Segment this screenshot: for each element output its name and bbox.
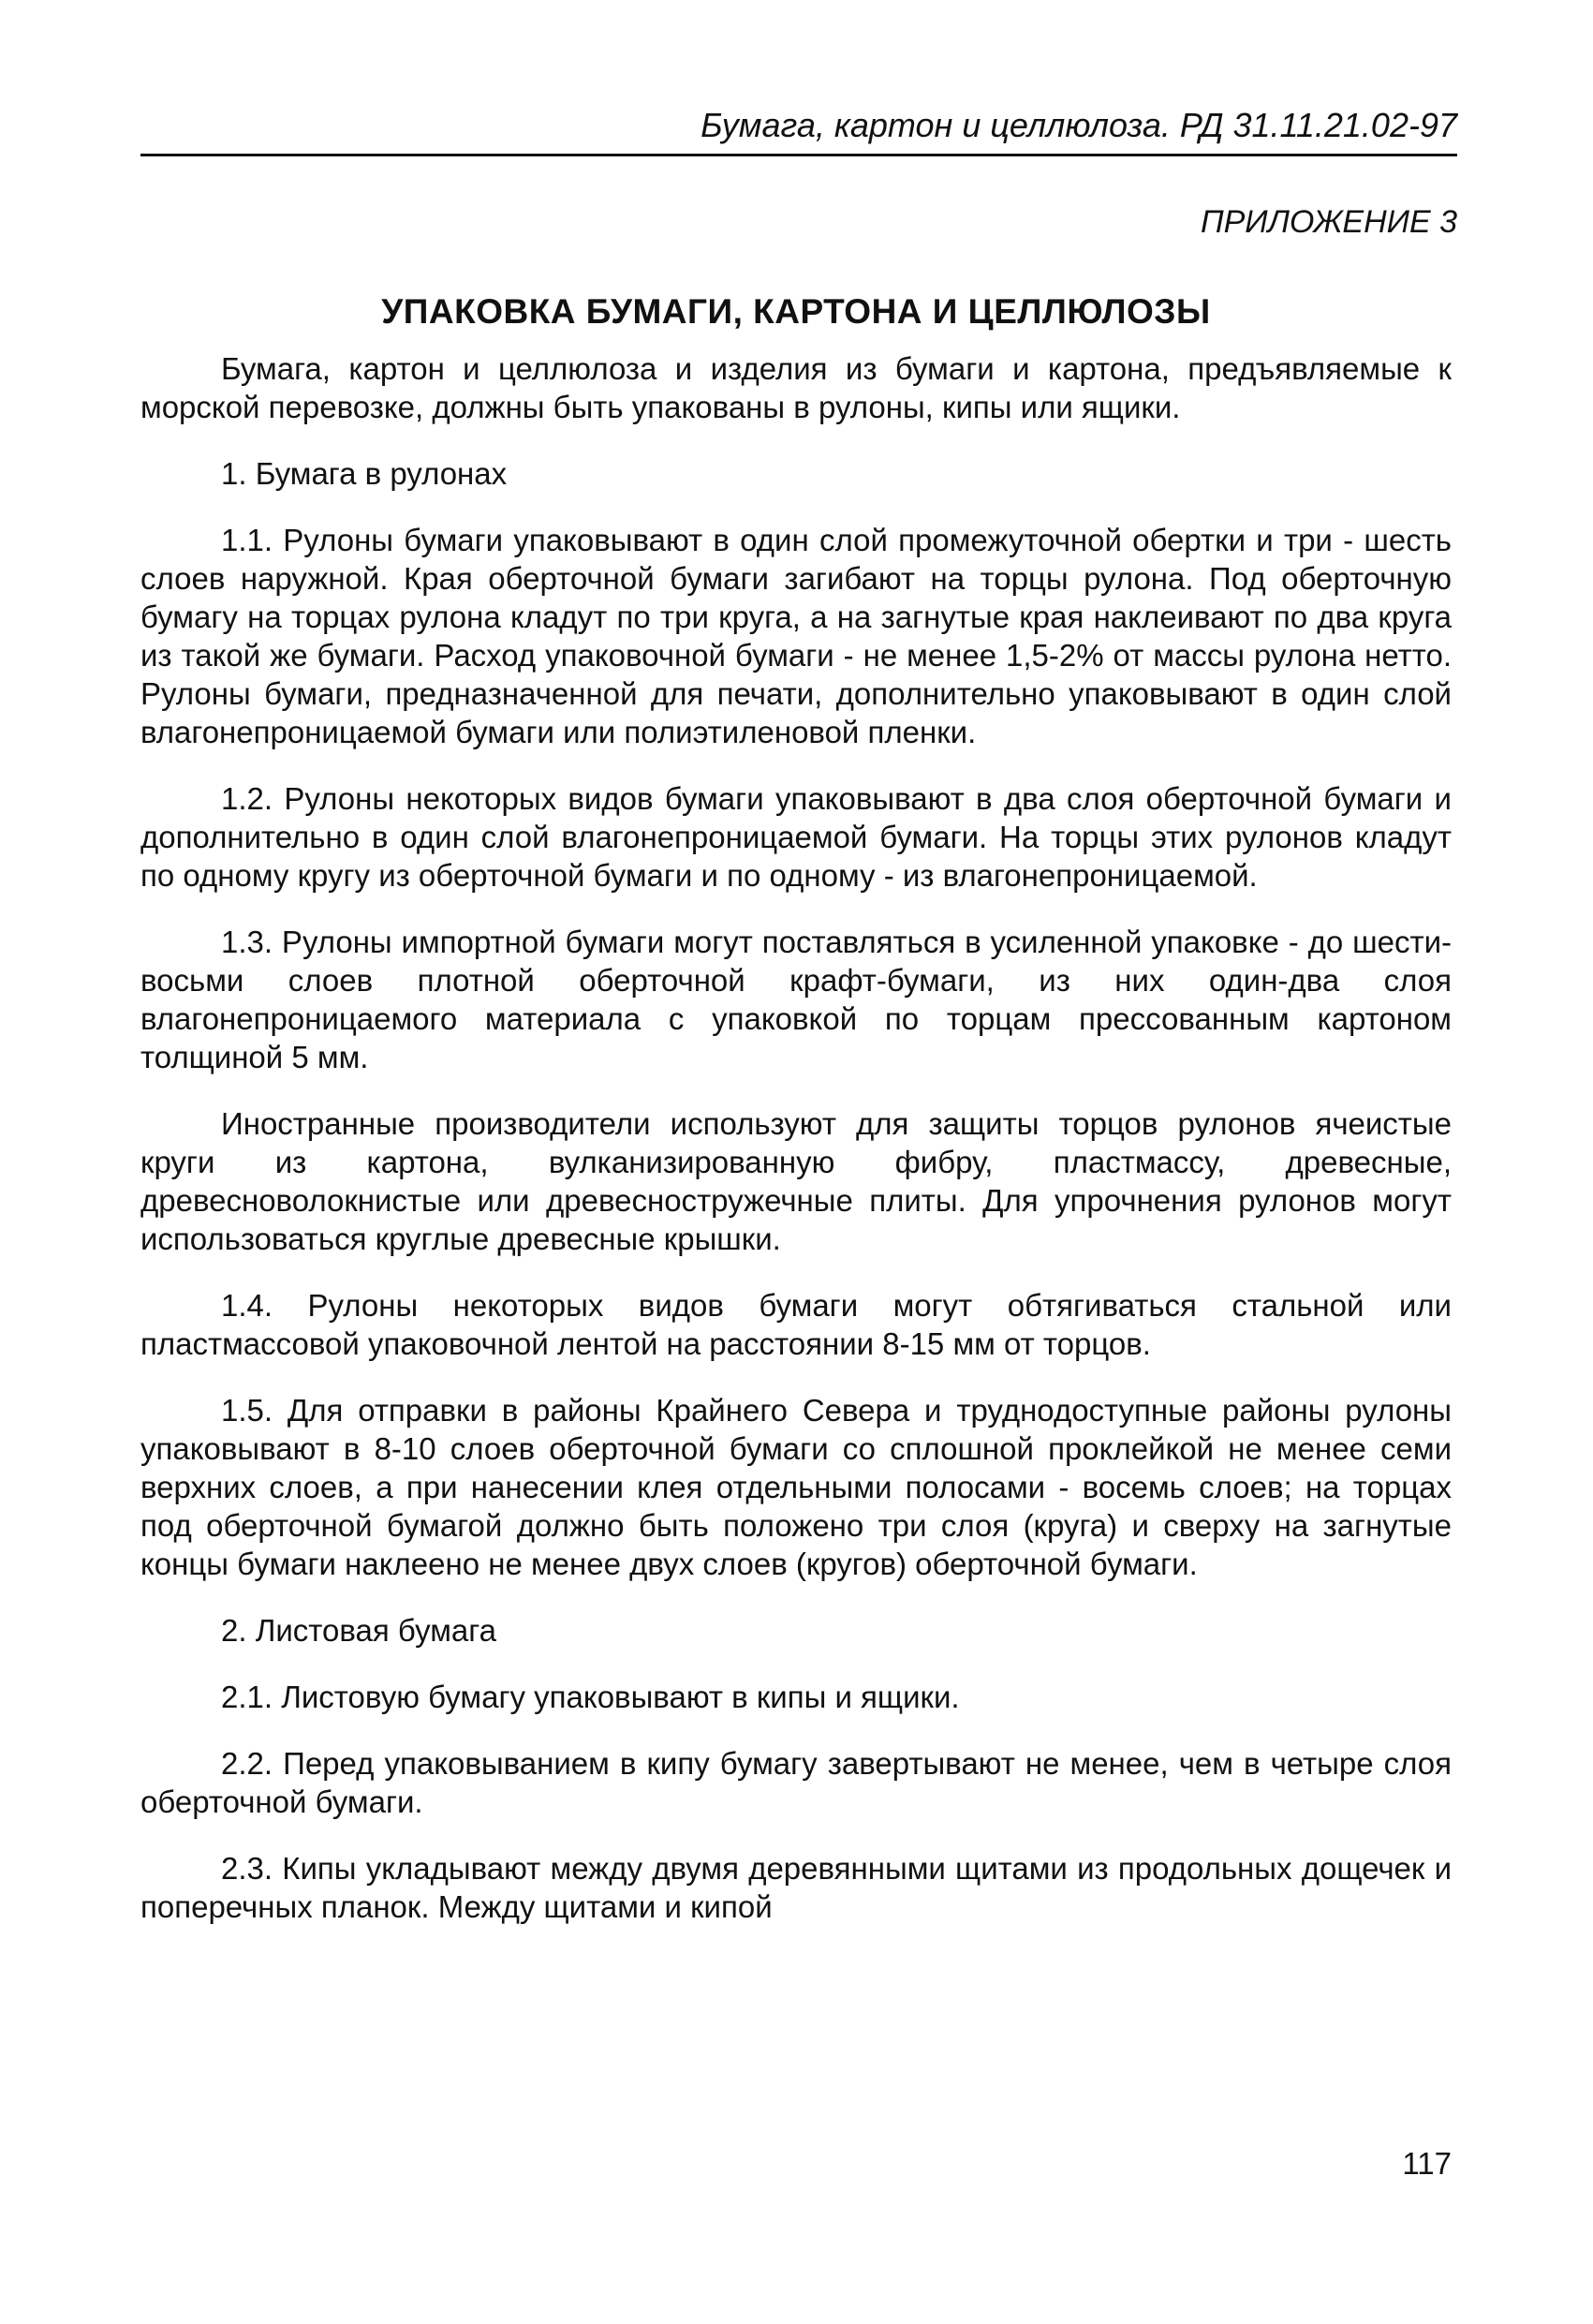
intro-paragraph: Бумага, картон и целлюлоза и изделия из бумаги и картона, предъявляемые к морской перевозке, должны быть упакованы в рулоны, кипы или ящики. <box>140 351 1452 424</box>
paragraph-1-5: 1.5. Для отправки в районы Крайнего Севера и труднодоступные районы рулоны упаковывают в 8-10 слоев оберточной бумаги со сплошной проклейкой не менее семи верхних слоев, а при нанесении клея отдельными полосами - восемь слоев; на торцах под оберточной бумагой должно быть положено три слоя (круга) и сверху на загнутые концы бумаги наклеено не менее двух слоев (кругов) оберточной бумаги. <box>140 1393 1452 1581</box>
section-2-heading: 2. Листовая бумага <box>221 1613 496 1648</box>
paragraph-1-2: 1.2. Рулоны некоторых видов бумаги упаковывают в два слоя оберточной бумаги и дополнительно в один слой влагонепроницаемой бумаги. На торцы этих рулонов кладут по одному кругу из оберточной бумаги и по одному - из влагонепроницаемой. <box>140 781 1452 893</box>
page-number: 117 <box>1402 2146 1452 2181</box>
document-title: УПАКОВКА БУМАГИ, КАРТОНА И ЦЕЛЛЮЛОЗЫ <box>381 292 1211 331</box>
running-header: Бумага, картон и целлюлоза. РД 31.11.21.02-97 <box>140 103 1457 156</box>
paragraph-1-3: 1.3. Рулоны импортной бумаги могут поставляться в усиленной упаковке - до шести-восьми слоев плотной оберточной крафт-бумаги, из них один-два слоя влагонепроницаемого материала с упаковкой по торцам прессованным картоном толщиной 5 мм. <box>140 925 1452 1074</box>
paragraph-1-4: 1.4. Рулоны некоторых видов бумаги могут обтягиваться стальной или пластмассовой упаковочной лентой на расстоянии 8-15 мм от торцов. <box>140 1288 1452 1361</box>
paragraph-2-3: 2.3. Кипы укладывают между двумя деревянными щитами из продольных дощечек и поперечных планок. Между щитами и кипой <box>140 1851 1452 1924</box>
document-page <box>140 103 1457 2286</box>
paragraph-1-3-foreign: Иностранные производители используют для защиты торцов рулонов ячеистые круги из картона, вулканизированную фибру, пластмассу, древесные, древесноволокнистые или древесностружечные плиты. Для упрочнения рулонов могут использоваться круглые древесные крышки. <box>140 1106 1452 1256</box>
section-1-heading: 1. Бумага в рулонах <box>221 456 508 491</box>
paragraph-2-2: 2.2. Перед упаковыванием в кипу бумагу завертывают не менее, чем в четыре слоя оберточной бумаги. <box>140 1746 1452 1819</box>
appendix-label: ПРИЛОЖЕНИЕ 3 <box>1200 204 1457 240</box>
paragraph-2-1: 2.1. Листовую бумагу упаковывают в кипы и ящики. <box>221 1680 960 1714</box>
paragraph-1-1: 1.1. Рулоны бумаги упаковывают в один слой промежуточной обертки и три - шесть слоев наружной. Края оберточной бумаги загибают на торцы рулона. Под оберточную бумагу на торцах рулона кладут по три круга, а на загнутые края наклеивают по два круга из такой же бумаги. Расход упаковочной бумаги - не менее 1,5-2% от массы рулона нетто. Рулоны бумаги, предназначенной для печати, дополнительно упаковывают в один слой влагонепроницаемой бумаги или полиэтиленовой пленки. <box>140 523 1452 749</box>
